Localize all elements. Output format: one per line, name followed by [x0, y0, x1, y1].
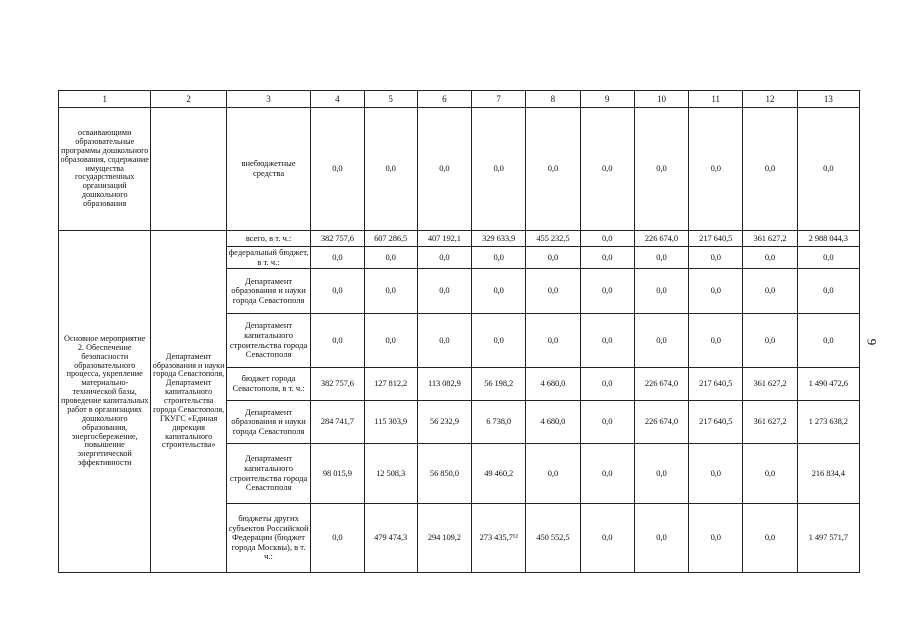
value-cell: 0,0: [417, 247, 471, 269]
value-cell: 1 273 638,2: [797, 401, 859, 444]
value-cell: 4 680,0: [526, 401, 580, 444]
value-cell: 294 109,2: [417, 504, 471, 573]
value-cell: 217 640,5: [689, 231, 743, 247]
value-cell: 0,0: [634, 108, 688, 231]
value-cell: 0,0: [743, 269, 797, 314]
value-cell: 127 812,2: [364, 368, 417, 401]
value-cell: 1 497 571,7: [797, 504, 859, 573]
value-cell: 0,0: [689, 314, 743, 368]
funding-source-label: Департамент образования и науки города Севастополя: [226, 401, 310, 444]
column-header: 6: [417, 91, 471, 108]
value-cell: 217 640,5: [689, 368, 743, 401]
continued-measure-text: осваивающими образовательные программы дошкольного образования, содержание имущества государственных организаций дошкольного образования: [59, 108, 151, 231]
value-cell: 0,0: [797, 247, 859, 269]
value-cell: 0,0: [472, 269, 526, 314]
value-cell: 0,0: [580, 231, 634, 247]
value-cell: 49 460,2: [472, 444, 526, 504]
funding-source-label: бюджеты других субъектов Российской Федерации (бюджет города Москвы), в т. ч.:: [226, 504, 310, 573]
value-cell: 0,0: [797, 314, 859, 368]
value-cell: 0,0: [526, 247, 580, 269]
table-row: [59, 108, 860, 231]
value-cell: 284 741,7: [311, 401, 364, 444]
column-header: 2: [151, 91, 226, 108]
value-cell: 0,0: [580, 504, 634, 573]
page-number: 9: [864, 338, 880, 346]
value-cell: 115 303,9: [364, 401, 417, 444]
funding-source-label: внебюджетные средства: [226, 108, 310, 231]
value-cell: 226 674,0: [634, 368, 688, 401]
funding-source-label: федеральный бюджет, в т. ч.:: [226, 247, 310, 269]
value-cell: 0,0: [311, 269, 364, 314]
value-cell: 0,0: [417, 269, 471, 314]
value-cell: 361 627,2: [743, 401, 797, 444]
funding-source-label: бюджет города Севастополя, в т. ч.:: [226, 368, 310, 401]
value-cell: 0,0: [580, 444, 634, 504]
column-header: 12: [743, 91, 797, 108]
value-cell: 113 082,9: [417, 368, 471, 401]
value-cell: 0,0: [743, 444, 797, 504]
column-header: 10: [634, 91, 688, 108]
value-cell: 0,0: [797, 269, 859, 314]
value-cell: 6 738,0: [472, 401, 526, 444]
value-cell: 216 834,4: [797, 444, 859, 504]
value-cell: 0,0: [364, 108, 417, 231]
responsible-executors: Департамент образования и науки города Севастополя, Департамент капитального строительства города Севастополя, ГКУГС «Единая дирекция капитального строительства»: [151, 231, 226, 573]
budget-table: [58, 90, 860, 573]
value-cell: 0,0: [417, 314, 471, 368]
column-header: 4: [311, 91, 364, 108]
value-cell: 0,0: [311, 314, 364, 368]
value-cell: 0,0: [526, 444, 580, 504]
empty-cell: [151, 108, 226, 231]
value-cell: 407 192,1: [417, 231, 471, 247]
value-cell: 226 674,0: [634, 231, 688, 247]
value-cell: 0,0: [472, 314, 526, 368]
column-number-row: [59, 91, 860, 108]
column-header: 9: [580, 91, 634, 108]
value-cell: 0,0: [311, 247, 364, 269]
value-cell: 0,0: [580, 401, 634, 444]
column-header: 8: [526, 91, 580, 108]
value-cell: 361 627,2: [743, 231, 797, 247]
value-cell: 0,0: [743, 314, 797, 368]
value-cell: 0,0: [472, 247, 526, 269]
value-cell: 4 680,0: [526, 368, 580, 401]
value-cell: 273 435,7¹²: [472, 504, 526, 573]
value-cell: 479 474,3: [364, 504, 417, 573]
value-cell: 226 674,0: [634, 401, 688, 444]
value-cell: 0,0: [417, 108, 471, 231]
value-cell: 0,0: [743, 108, 797, 231]
value-cell: 0,0: [364, 314, 417, 368]
measure-name: Основное мероприятие 2. Обеспечение безопасности образовательного процесса, укрепление материально-технической базы, проведение капитальных работ в организациях дошкольного образования, энергосбережение, повышение энергетической эффективности: [59, 231, 151, 573]
value-cell: 0,0: [743, 247, 797, 269]
value-cell: 12 508,3: [364, 444, 417, 504]
table-row: [59, 231, 860, 247]
value-cell: 0,0: [311, 504, 364, 573]
column-header: 7: [472, 91, 526, 108]
value-cell: 2 988 044,3: [797, 231, 859, 247]
value-cell: 0,0: [580, 368, 634, 401]
value-cell: 361 627,2: [743, 368, 797, 401]
value-cell: 0,0: [634, 444, 688, 504]
funding-source-label: Департамент капитального строительства города Севастополя: [226, 314, 310, 368]
value-cell: 450 552,5: [526, 504, 580, 573]
value-cell: 1 490 472,6: [797, 368, 859, 401]
value-cell: 0,0: [580, 314, 634, 368]
funding-source-label: Департамент образования и науки города Севастополя: [226, 269, 310, 314]
funding-source-label: Департамент капитального строительства города Севастополя: [226, 444, 310, 504]
column-header: 3: [226, 91, 310, 108]
column-header: 11: [689, 91, 743, 108]
value-cell: 98 015,9: [311, 444, 364, 504]
value-cell: 0,0: [797, 108, 859, 231]
value-cell: 0,0: [364, 247, 417, 269]
value-cell: 0,0: [634, 269, 688, 314]
funding-source-label: всего, в т. ч.:: [226, 231, 310, 247]
value-cell: 607 286,5: [364, 231, 417, 247]
value-cell: 0,0: [634, 504, 688, 573]
column-header: 5: [364, 91, 417, 108]
value-cell: 56 198,2: [472, 368, 526, 401]
value-cell: 217 640,5: [689, 401, 743, 444]
value-cell: 0,0: [689, 247, 743, 269]
value-cell: 56 232,9: [417, 401, 471, 444]
value-cell: 455 232,5: [526, 231, 580, 247]
value-cell: 0,0: [634, 247, 688, 269]
column-header: 13: [797, 91, 859, 108]
value-cell: 56 850,0: [417, 444, 471, 504]
value-cell: 0,0: [689, 269, 743, 314]
value-cell: 0,0: [526, 269, 580, 314]
value-cell: 0,0: [526, 314, 580, 368]
value-cell: 0,0: [580, 108, 634, 231]
value-cell: 0,0: [689, 504, 743, 573]
value-cell: 0,0: [580, 269, 634, 314]
value-cell: 0,0: [689, 108, 743, 231]
value-cell: 0,0: [689, 444, 743, 504]
value-cell: 0,0: [526, 108, 580, 231]
value-cell: 0,0: [472, 108, 526, 231]
value-cell: 329 633,9: [472, 231, 526, 247]
value-cell: 0,0: [634, 314, 688, 368]
value-cell: 382 757,6: [311, 368, 364, 401]
value-cell: 0,0: [364, 269, 417, 314]
value-cell: 0,0: [580, 247, 634, 269]
value-cell: 0,0: [743, 504, 797, 573]
column-header: 1: [59, 91, 151, 108]
value-cell: 382 757,6: [311, 231, 364, 247]
value-cell: 0,0: [311, 108, 364, 231]
